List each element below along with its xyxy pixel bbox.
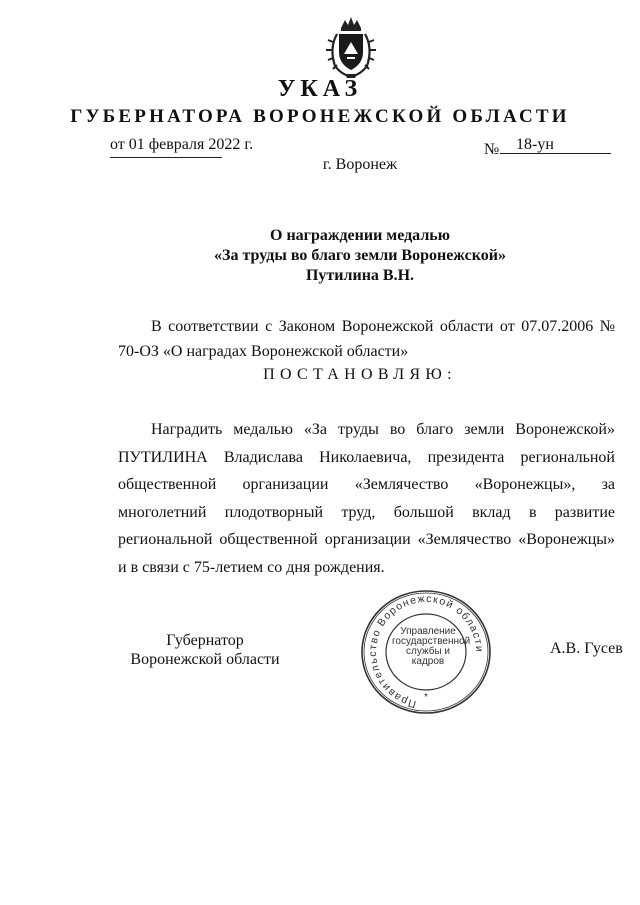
stamp-center-text [392,626,471,667]
position-line-1: Губернатор [166,632,244,649]
coat-of-arms-emblem [325,14,377,78]
document-city: г. Воронеж [322,156,398,173]
stamp-center-line-2: государственной [392,636,471,647]
document-title: УКАЗ [277,76,363,102]
document-date: от 01 февраля 2022 г. [110,136,254,153]
subject-line-1: О награждении медалью [270,227,450,244]
stamp-center-line-3: службы и кадров [405,646,451,667]
number-sign: № [484,141,500,158]
award-paragraph: Наградить медалью «За труды во благо земли Воронежской» ПУТИЛИНА Владислава Николаевича, президента региональной общественной организации «Землячество «Воронежцы», за многолетний плодотворный труд, большой вклад в развитие региональной общественной организации «Землячество «Воронежцы» и в связи с 75-летием со дня рождения. [118,421,615,576]
signatory-position [120,631,290,669]
document-subject [0,226,640,286]
stamp-ring-text: Правительство Воронежской области [366,592,486,710]
subject-line-2: «За труды во благо земли Воронежской» [214,247,506,264]
document-subtitle: ГУБЕРНАТОРА ВОРОНЕЖСКОЙ ОБЛАСТИ [70,106,570,127]
signatory-name: А.В. Гусев [550,640,623,657]
stamp-center-line-1: Управление [400,626,456,637]
position-line-2: Воронежской области [130,651,280,668]
stamp-star-mark: * [424,692,428,703]
number-underline [500,153,611,154]
basis-paragraph: В соответствии с Законом Воронежской области от 07.07.2006 № 70-ОЗ «О наградах Воронежской области» [118,318,615,360]
decree-word: ПОСТАНОВЛЯЮ: [263,366,457,383]
document-number: 18-ун [516,136,554,153]
subject-line-3: Путилина В.Н. [305,267,415,284]
